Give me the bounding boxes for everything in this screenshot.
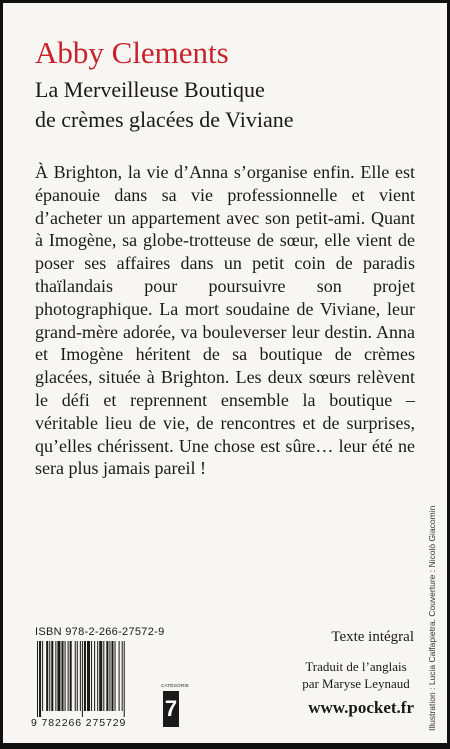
category-number: 7: [163, 691, 179, 727]
translation-credit: [297, 658, 415, 692]
category-badge: [161, 683, 189, 729]
barcode-digits: 9 782266 275729: [31, 717, 127, 729]
barcode-bars: [37, 641, 155, 717]
category-label: CATÉGORIE: [161, 683, 189, 688]
illustration-credits: Illustration : Lucia Calfapietra. Couverture : Nicolò Giacomin: [427, 505, 437, 731]
book-title: [35, 75, 293, 135]
title-line-1: La Merveilleuse Boutique: [35, 77, 265, 102]
website-link[interactable]: www.pocket.fr: [308, 698, 414, 717]
back-cover: [3, 3, 447, 743]
author-name: Abby Clements: [35, 35, 229, 70]
translation-line-1: Traduit de l’anglais: [305, 659, 407, 674]
isbn-label: ISBN 978-2-266-27572-9: [35, 626, 165, 638]
synopsis: À Brighton, la vie d’Anna s’organise enfin. Elle est épanouie dans sa vie professionnelle et vient d’acheter un appartement avec son petit-ami. Quant à Imogène, sa globe-trotteuse de sœur, elle vient de poser ses affaires dans un petit coin de paradis thaïlandais pour poursuivre son projet photographique. La mort soudaine de Viviane, leur grand-mère adorée, va bouleverser leur destin. Anna et Imogène héritent de sa boutique de crèmes glacées, située à Brighton. Les deux sœurs relèvent le défi et reprennent ensemble la boutique – véritable lieu de vie, de rencontres et de surprises, qu’elles chérissent. Une chose est sûre… leur été ne sera plus jamais pareil !: [35, 162, 415, 479]
integral-text-label: Texte intégral: [331, 629, 414, 645]
translation-line-2: par Maryse Leynaud: [302, 676, 410, 691]
title-line-2: de crèmes glacées de Viviane: [35, 107, 294, 132]
barcode: [31, 641, 155, 729]
